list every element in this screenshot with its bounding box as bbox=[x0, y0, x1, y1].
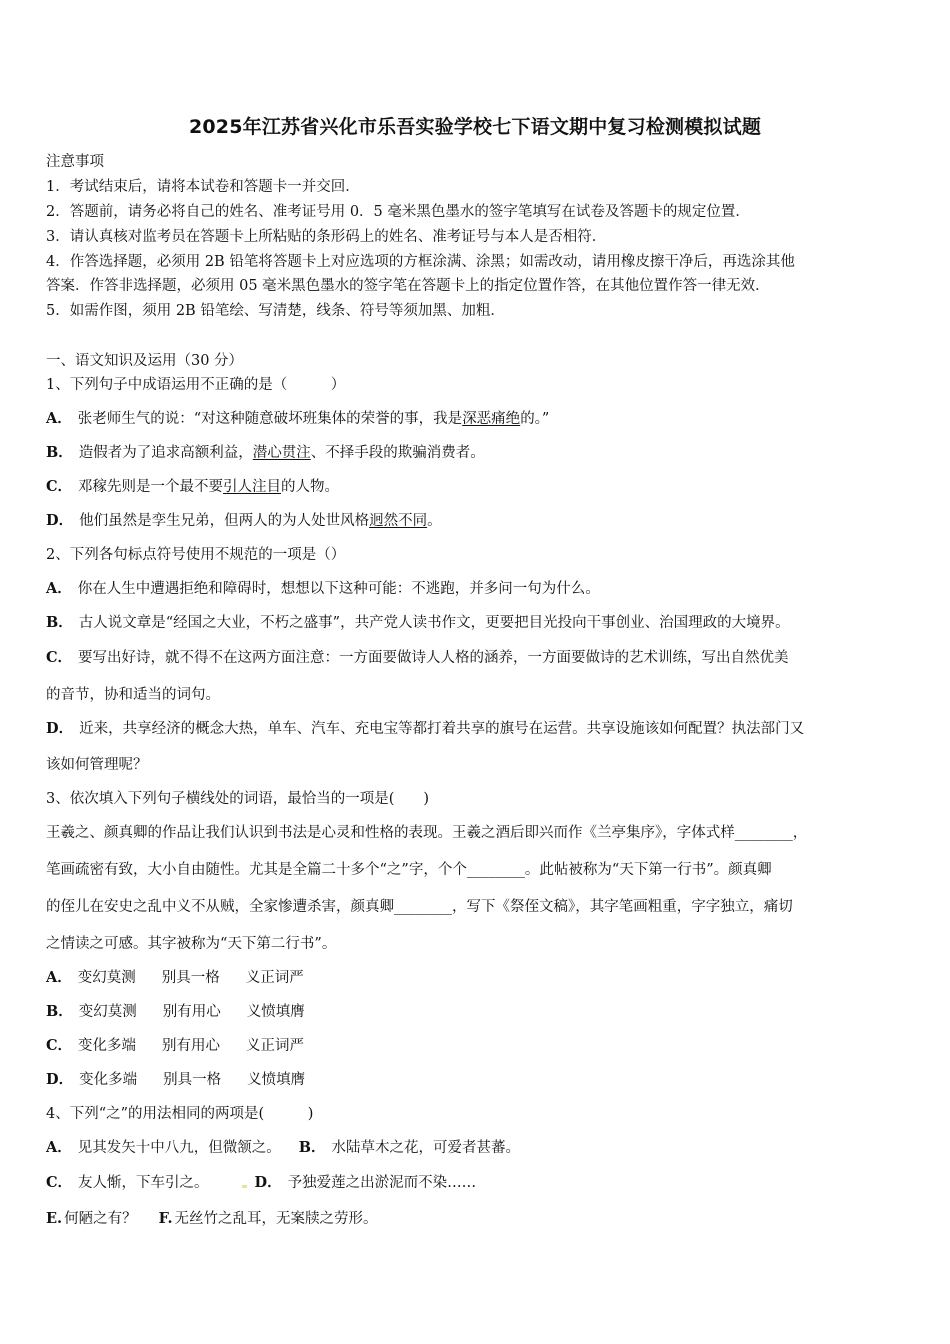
underlined-idiom: 引人注目 bbox=[223, 479, 282, 495]
question-stem: 1、下列句子中成语运用不正确的是（ ） bbox=[46, 377, 346, 393]
option-b bbox=[46, 443, 485, 463]
option-c bbox=[46, 1036, 304, 1056]
option-word: 别具一格 bbox=[161, 970, 220, 986]
option-letter: C． bbox=[46, 478, 73, 495]
option-continuation: 的音节，协和适当的词句。 bbox=[46, 687, 220, 703]
notice-item: 5．如需作图，须用 2B 铅笔绘、写清楚，线条、符号等须加黑、加粗． bbox=[46, 303, 505, 319]
question-stem: 4、下列“之”的用法相同的两项是( ) bbox=[46, 1106, 314, 1122]
option-text: 张老师生气的说：“对这种随意破坏班集体的荣誉的事，我是 bbox=[77, 411, 463, 427]
option-word: 别有用心 bbox=[162, 1004, 221, 1020]
notice-item: 答案．作答非选择题，必须用 05 毫米黑色墨水的签字笔在答题卡上的指定位置作答，在其他位置作答一律无效． bbox=[46, 278, 770, 294]
option-text: 见其发矢十中八九，但微颔之。 bbox=[77, 1140, 281, 1156]
option-row bbox=[46, 1173, 476, 1193]
option-text: 近来，共享经济的概念大热，单车、汽车、充电宝等都打着共享的旗号在运营。共享设施该如何配置？执法部门又 bbox=[79, 721, 805, 737]
option-word: 变化多端 bbox=[79, 1072, 138, 1088]
option-letter: A． bbox=[46, 1139, 72, 1156]
underlined-idiom: 潜心贯注 bbox=[252, 445, 311, 461]
scan-mark bbox=[242, 1185, 247, 1188]
option-text: 予独爱莲之出淤泥而不染…… bbox=[287, 1175, 477, 1191]
section-heading: 一、语文知识及运用（30 分） bbox=[46, 353, 244, 369]
option-d bbox=[46, 511, 442, 531]
option-text: 友人惭，下车引之。 bbox=[78, 1175, 209, 1191]
option-text: 何陋之有？ bbox=[64, 1211, 137, 1227]
option-letter: C． bbox=[46, 1174, 73, 1191]
option-word: 义正词严 bbox=[246, 1038, 305, 1054]
question-stem: 3、依次填入下列句子横线处的词语，最恰当的一项是( ) bbox=[46, 791, 430, 807]
option-word: 别有用心 bbox=[162, 1038, 221, 1054]
option-d bbox=[46, 1070, 305, 1090]
passage-line: 笔画疏密有致，大小自由随性。尤其是全篇二十多个“之”字，个个________。此帖被称为“天下第一行书”。颜真卿 bbox=[46, 862, 772, 878]
option-letter: C． bbox=[46, 649, 73, 666]
option-row bbox=[46, 1138, 520, 1158]
option-text: 的。” bbox=[520, 411, 550, 427]
option-letter: F. bbox=[158, 1210, 173, 1227]
option-text: 无丝竹之乱耳，无案牍之劳形。 bbox=[174, 1211, 378, 1227]
option-continuation: 该如何管理呢？ bbox=[46, 757, 148, 773]
option-word: 义愤填膺 bbox=[247, 1072, 306, 1088]
option-a bbox=[46, 968, 304, 988]
option-word: 变化多端 bbox=[78, 1038, 137, 1054]
notice-item: 1．考试结束后，请将本试卷和答题卡一并交回． bbox=[46, 179, 360, 195]
option-letter: E. bbox=[46, 1210, 63, 1227]
option-text: 造假者为了追求高额利益， bbox=[78, 445, 253, 461]
notice-item: 4．作答选择题，必须用 2B 铅笔将答题卡上对应选项的方框涂满、涂黑；如需改动，请用橡皮擦干净后，再选涂其他 bbox=[46, 254, 795, 270]
option-letter: D． bbox=[254, 1174, 282, 1191]
option-letter: B． bbox=[298, 1139, 326, 1156]
passage-line: 王羲之、颜真卿的作品让我们认识到书法是心灵和性格的表现。王羲之酒后即兴而作《兰亭集序》，字体式样________， bbox=[46, 825, 808, 841]
option-word: 义正词严 bbox=[245, 970, 304, 986]
option-text: 、不择手段的欺骗消费者。 bbox=[310, 445, 485, 461]
option-word: 别具一格 bbox=[163, 1072, 222, 1088]
option-letter: B． bbox=[46, 444, 73, 461]
option-letter: B． bbox=[46, 614, 73, 631]
notice-heading: 注意事项 bbox=[46, 154, 104, 170]
option-a bbox=[46, 409, 549, 429]
option-text: 水陆草木之花，可爱者甚蕃。 bbox=[331, 1140, 521, 1156]
option-c bbox=[46, 648, 789, 668]
notice-item: 3．请认真核对监考员在答题卡上所粘贴的条形码上的姓名、准考证号与本人是否相符． bbox=[46, 229, 607, 245]
option-letter: A． bbox=[46, 410, 72, 427]
option-row bbox=[46, 1209, 378, 1229]
option-word: 变幻莫测 bbox=[77, 970, 136, 986]
option-b bbox=[46, 613, 790, 633]
option-letter: D． bbox=[46, 512, 74, 529]
option-text: 你在人生中遭遇拒绝和障碍时，想想以下这种可能：不逃跑，并多问一句为什么。 bbox=[77, 581, 600, 597]
option-word: 义愤填膺 bbox=[246, 1004, 305, 1020]
option-letter: D． bbox=[46, 1071, 74, 1088]
option-text: 。 bbox=[427, 513, 442, 529]
option-letter: B． bbox=[46, 1003, 73, 1020]
option-text: 他们虽然是孪生兄弟，但两人的为人处世风格 bbox=[79, 513, 370, 529]
option-text: 邓稼先则是一个最不要 bbox=[78, 479, 224, 495]
option-letter: A． bbox=[46, 969, 72, 986]
option-d bbox=[46, 719, 804, 739]
notice-item: 2．答题前，请务必将自己的姓名、准考证号用 0．5 毫米黑色墨水的签字笔填写在试卷及答题卡的规定位置． bbox=[46, 204, 750, 220]
page-title: 2025年江苏省兴化市乐吾实验学校七下语文期中复习检测模拟试题 bbox=[188, 116, 762, 138]
option-text: 的人物。 bbox=[281, 479, 340, 495]
option-word: 变幻莫测 bbox=[78, 1004, 137, 1020]
passage-line: 之情读之可感。其字被称为“天下第二行书”。 bbox=[46, 936, 337, 952]
option-letter: A． bbox=[46, 580, 72, 597]
underlined-idiom: 深恶痛绝 bbox=[462, 411, 521, 427]
option-b bbox=[46, 1002, 305, 1022]
option-a bbox=[46, 579, 600, 599]
option-letter: C． bbox=[46, 1037, 73, 1054]
option-text: 要写出好诗，就不得不在这两方面注意：一方面要做诗人人格的涵养，一方面要做诗的艺术训练，写出自然优美 bbox=[78, 650, 789, 666]
passage-line: 的侄儿在安史之乱中义不从贼，全家惨遭杀害，颜真卿________，写下《祭侄文稿》，其字笔画粗重，字字独立，痛切 bbox=[46, 899, 793, 915]
underlined-idiom: 迥然不同 bbox=[369, 513, 428, 529]
option-c bbox=[46, 477, 339, 497]
question-stem: 2、下列各句标点符号使用不规范的一项是（） bbox=[46, 547, 346, 563]
option-text: 古人说文章是“经国之大业，不朽之盛事”，共产党人读书作文，更要把目光投向干事创业、治国理政的大境界。 bbox=[78, 615, 790, 631]
option-letter: D． bbox=[46, 720, 74, 737]
